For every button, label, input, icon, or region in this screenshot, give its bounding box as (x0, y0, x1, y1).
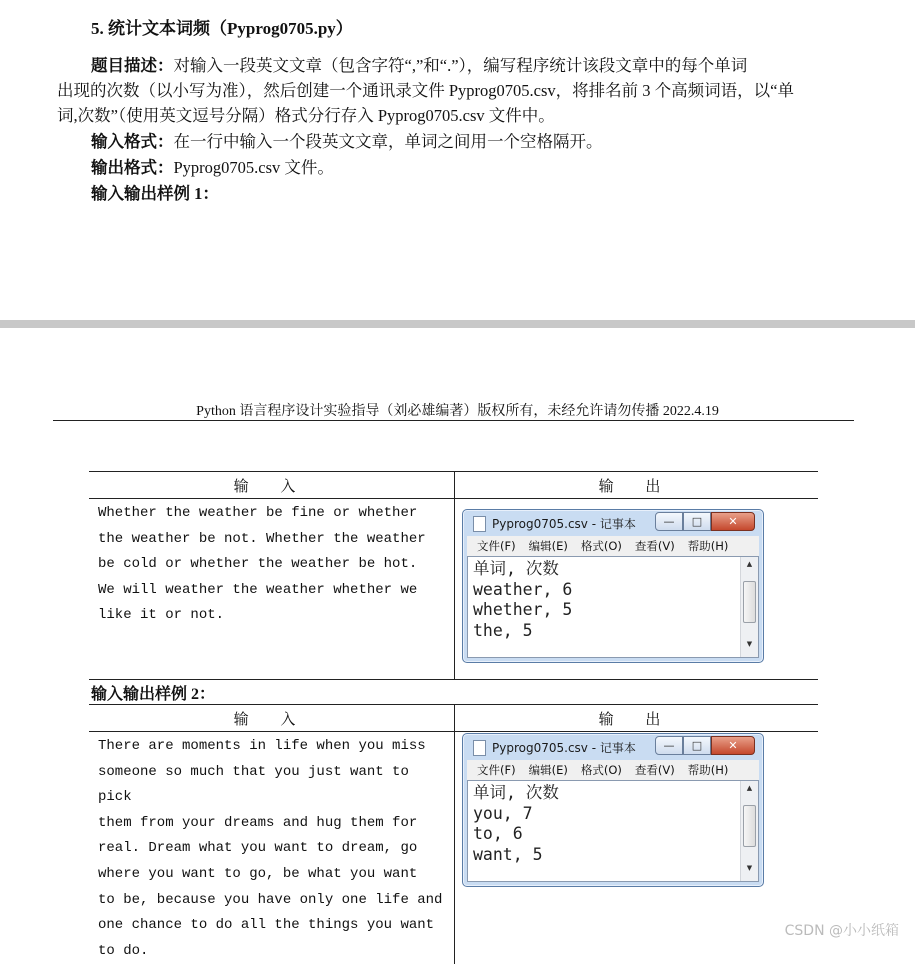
menu-edit[interactable]: 编辑(E) (529, 762, 568, 778)
sample1-label (57, 181, 857, 206)
notepad-content (473, 559, 572, 641)
sample1-output-header: 输 出 (455, 472, 819, 499)
page-separator (0, 320, 915, 328)
output-line: 单词, 次数 (473, 559, 572, 580)
notepad-title: Pyprog0705.csv - 记事本 (492, 739, 636, 756)
sample1-input-line: the weather be not. Whether the weather (98, 527, 446, 553)
close-button[interactable]: ✕ (711, 736, 755, 755)
maximize-button[interactable]: □ (683, 512, 711, 531)
description-line-1 (57, 53, 857, 78)
menu-file[interactable]: 文件(F) (477, 538, 516, 554)
scroll-thumb[interactable] (743, 581, 756, 623)
sample1-input-cell (89, 499, 455, 680)
description-line-3: 词,次数”（使用英文逗号分隔）格式分行存入 Pyprog0705.csv 文件中。 (57, 103, 857, 128)
menu-view[interactable]: 查看(V) (635, 538, 675, 554)
minimize-button[interactable]: — (655, 512, 683, 531)
output-line: 单词, 次数 (473, 783, 559, 804)
output-line: weather, 6 (473, 580, 572, 601)
sample2-input-header: 输 入 (89, 705, 455, 732)
output-line: want, 5 (473, 845, 559, 866)
sample1-input-text (89, 499, 454, 629)
output-format-label: 输出格式： (91, 158, 174, 177)
sample1-label-text: 输入输出样例 1： (91, 184, 219, 203)
section-title: 5. 统计文本词频（Pyprog0705.py） (91, 14, 353, 39)
sample2-input-line: real. Dream what you want to dream, go (98, 836, 446, 862)
notepad-menubar (467, 536, 759, 556)
sample2-output-header: 输 出 (455, 705, 819, 732)
scroll-up-icon[interactable]: ▲ (741, 784, 758, 798)
output-format-text: Pyprog0705.csv 文件。 (174, 158, 334, 177)
sample2-input-line: someone so much that you just want to pick (98, 760, 446, 811)
menu-help[interactable]: 帮助(H) (688, 538, 729, 554)
sample1-input-line: like it or not. (98, 603, 446, 629)
notepad-doc-icon (473, 516, 486, 532)
sample2-input-line: where you want to go, be what you want (98, 862, 446, 888)
menu-help[interactable]: 帮助(H) (688, 762, 729, 778)
sample1-input-line: Whether the weather be fine or whether (98, 501, 446, 527)
menu-view[interactable]: 查看(V) (635, 762, 675, 778)
notepad-titlebar (463, 734, 763, 760)
menu-file[interactable]: 文件(F) (477, 762, 516, 778)
input-format-label: 输入格式： (91, 132, 174, 151)
sample1-input-header: 输 入 (89, 472, 455, 499)
sample2-input-line: one chance to do all the things you want (98, 913, 446, 939)
menu-edit[interactable]: 编辑(E) (529, 538, 568, 554)
description-text-1: 对输入一段英文文章（包含字符“,”和“.”），编写程序统计该段文章中的每个单词 (174, 56, 748, 75)
vertical-scrollbar[interactable] (740, 557, 758, 657)
description-line-2: 出现的次数（以小写为准），然后创建一个通讯录文件 Pyprog0705.csv，将排名前 3 个高频词语，以“单 (57, 78, 857, 103)
input-format (57, 129, 857, 154)
watermark: CSDN @小小纸箱 (785, 920, 899, 940)
output-line: to, 6 (473, 824, 559, 845)
minimize-button[interactable]: — (655, 736, 683, 755)
menu-format[interactable]: 格式(O) (581, 538, 622, 554)
page-footer: Python 语言程序设计实验指导（刘必雄编著）版权所有，未经允许请勿传播 2022.4.19 (0, 400, 915, 420)
footer-rule (53, 420, 854, 421)
output-line: you, 7 (473, 804, 559, 825)
scroll-down-icon[interactable]: ▼ (741, 864, 758, 878)
sample2-input-text (89, 732, 454, 964)
sample1-input-line: be cold or whether the weather be hot. (98, 552, 446, 578)
output-line: whether, 5 (473, 600, 572, 621)
scroll-down-icon[interactable]: ▼ (741, 640, 758, 654)
notepad-text-area[interactable] (467, 780, 759, 882)
description-label: 题目描述： (91, 56, 174, 75)
vertical-scrollbar[interactable] (740, 781, 758, 881)
sample2-input-line: to do. (98, 939, 446, 964)
sample1-input-line: We will weather the weather whether we (98, 578, 446, 604)
notepad-doc-icon (473, 740, 486, 756)
notepad-window-2 (462, 733, 764, 887)
sample2-input-line: There are moments in life when you miss (98, 734, 446, 760)
notepad-window-1 (462, 509, 764, 663)
notepad-title: Pyprog0705.csv - 记事本 (492, 515, 636, 532)
scroll-thumb[interactable] (743, 805, 756, 847)
sample2-input-line: to be, because you have only one life and (98, 888, 446, 914)
maximize-button[interactable]: □ (683, 736, 711, 755)
sample2-input-line: them from your dreams and hug them for (98, 811, 446, 837)
sample2-input-cell (89, 732, 455, 964)
menu-format[interactable]: 格式(O) (581, 762, 622, 778)
notepad-content (473, 783, 559, 865)
input-format-text: 在一行中输入一个段英文文章，单词之间用一个空格隔开。 (174, 132, 603, 151)
notepad-menubar (467, 760, 759, 780)
close-button[interactable]: ✕ (711, 512, 755, 531)
output-format (57, 155, 857, 180)
notepad-text-area[interactable] (467, 556, 759, 658)
scroll-up-icon[interactable]: ▲ (741, 560, 758, 574)
notepad-titlebar (463, 510, 763, 536)
window-controls (655, 512, 755, 530)
window-controls (655, 736, 755, 754)
output-line: the, 5 (473, 621, 572, 642)
sample2-label: 输入输出样例 2： (91, 681, 215, 704)
